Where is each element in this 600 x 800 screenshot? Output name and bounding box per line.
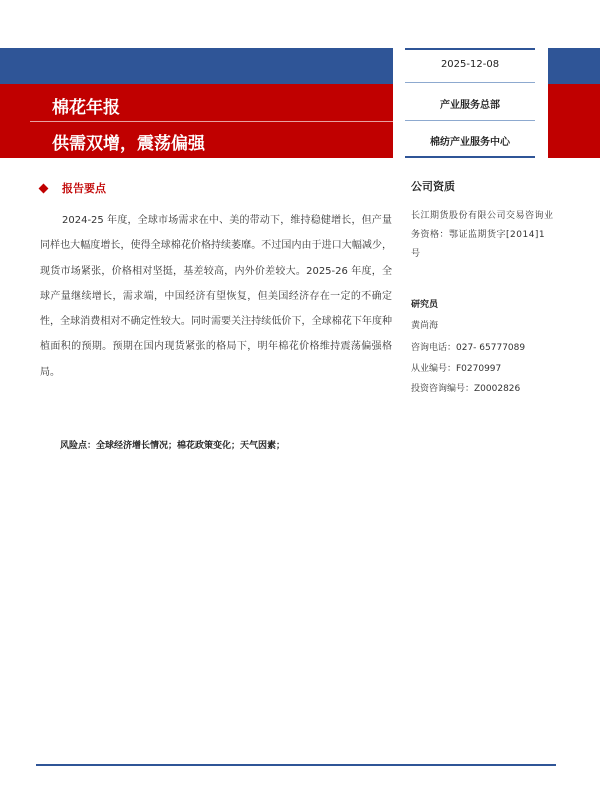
info-bottom-rule [405, 156, 535, 158]
summary-section-heading [40, 180, 106, 196]
analyst-advisory-id: 投资咨询编号：Z0002826 [411, 384, 521, 394]
report-subtitle: 供需双增，震荡偏强 [52, 134, 205, 154]
diamond-bullet-icon [39, 183, 49, 193]
department-name: 产业服务总部 [440, 100, 500, 111]
analyst-license: 从业编号：F0270997 [411, 364, 502, 374]
header-band-divider [30, 121, 393, 122]
report-date: 2025-12-08 [440, 59, 500, 70]
info-rule [405, 120, 535, 121]
header-band-blue [0, 48, 393, 84]
analyst-heading: 研究员 [411, 300, 439, 310]
header-band-blue-right [548, 48, 600, 84]
center-name: 棉纺产业服务中心 [430, 137, 510, 148]
report-title: 棉花年报 [52, 98, 120, 118]
company-qualification: 长江期货股份有限公司交易咨询业务资格：鄂证监期货字[2014]1 号 [411, 211, 554, 259]
analyst-name: 黄尚海 [411, 321, 439, 331]
footer-rule [36, 764, 556, 766]
summary-heading: 报告要点 [62, 182, 106, 195]
summary-body: 2024-25 年度，全球市场需求在中、美的带动下，维持稳健增长，但产量同样也大幅度增长，使得全球棉花价格持续萎靡。不过国内由于进口大幅减少，现货市场紧张，价格相对坚挺，基差较高，内外价差较大。2025-26 年度，全球产量继续增长，需求端，中国经济有望恢复，但美国经济存在一定的不确定性，全球消费相对不确定性较大。同时需要关注持续低价下，全球棉花下年度种植面积的预期。预期在国内现货紧张的格局下，明年棉花价格维持震荡偏强格局。 [40, 215, 392, 378]
risk-points: 风险点：全球经济增长情况；棉花政策变化；天气因素； [60, 441, 286, 451]
analyst-phone: 咨询电话：027- 65777089 [411, 343, 526, 353]
info-top-rule [405, 48, 535, 50]
info-rule [405, 82, 535, 83]
header-info-box [405, 48, 535, 158]
header-band-red-right [548, 84, 600, 158]
company-heading: 公司资质 [411, 180, 455, 193]
